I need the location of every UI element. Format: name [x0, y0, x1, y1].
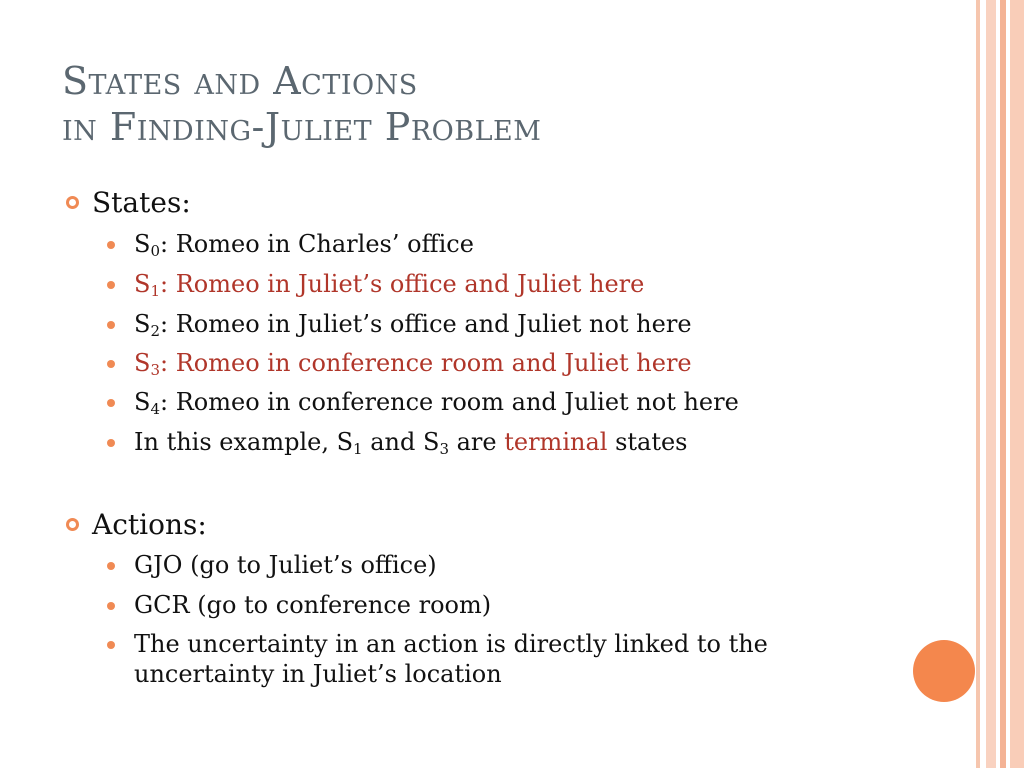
dot-bullet-icon: [107, 281, 115, 289]
decorative-circle: [913, 640, 975, 702]
slide-title: [62, 58, 541, 150]
dot-bullet-icon: [107, 399, 115, 407]
action-gcr: GCR (go to conference room): [134, 590, 491, 620]
actions-heading: Actions:: [92, 508, 207, 542]
title-line-2: in Finding-Juliet Problem: [62, 105, 542, 149]
ring-bullet-icon: [66, 196, 79, 209]
dot-bullet-icon: [107, 241, 115, 249]
dot-bullet-icon: [107, 439, 115, 447]
state-s2: $S_2$: Romeo in Juliet’s office and Juliet not here: [134, 309, 692, 339]
decorative-stripes: [976, 0, 1024, 768]
state-s0: $S_0$: Romeo in Charles’ office: [134, 229, 474, 259]
terminal-keyword: terminal: [504, 428, 608, 456]
dot-bullet-icon: [107, 602, 115, 610]
title-line-1: States and Actions: [62, 59, 418, 103]
dot-bullet-icon: [107, 562, 115, 570]
states-heading: States:: [92, 186, 191, 220]
action-uncertainty-note: The uncertainty in an action is directly linked to the uncertainty in Juliet’s location: [134, 629, 874, 689]
dot-bullet-icon: [107, 321, 115, 329]
dot-bullet-icon: [107, 641, 115, 649]
action-gjo: GJO (go to Juliet’s office): [134, 550, 437, 580]
state-s4: $S_4$: Romeo in conference room and Juliet not here: [134, 387, 739, 417]
state-s1: $S_1$: Romeo in Juliet’s office and Juliet here: [134, 269, 644, 299]
state-s3: $S_3$: Romeo in conference room and Juliet here: [134, 348, 692, 378]
ring-bullet-icon: [66, 518, 79, 531]
dot-bullet-icon: [107, 360, 115, 368]
terminal-states-note: In this example, $S_1$ and $S_3$ are terminal states: [134, 427, 688, 457]
